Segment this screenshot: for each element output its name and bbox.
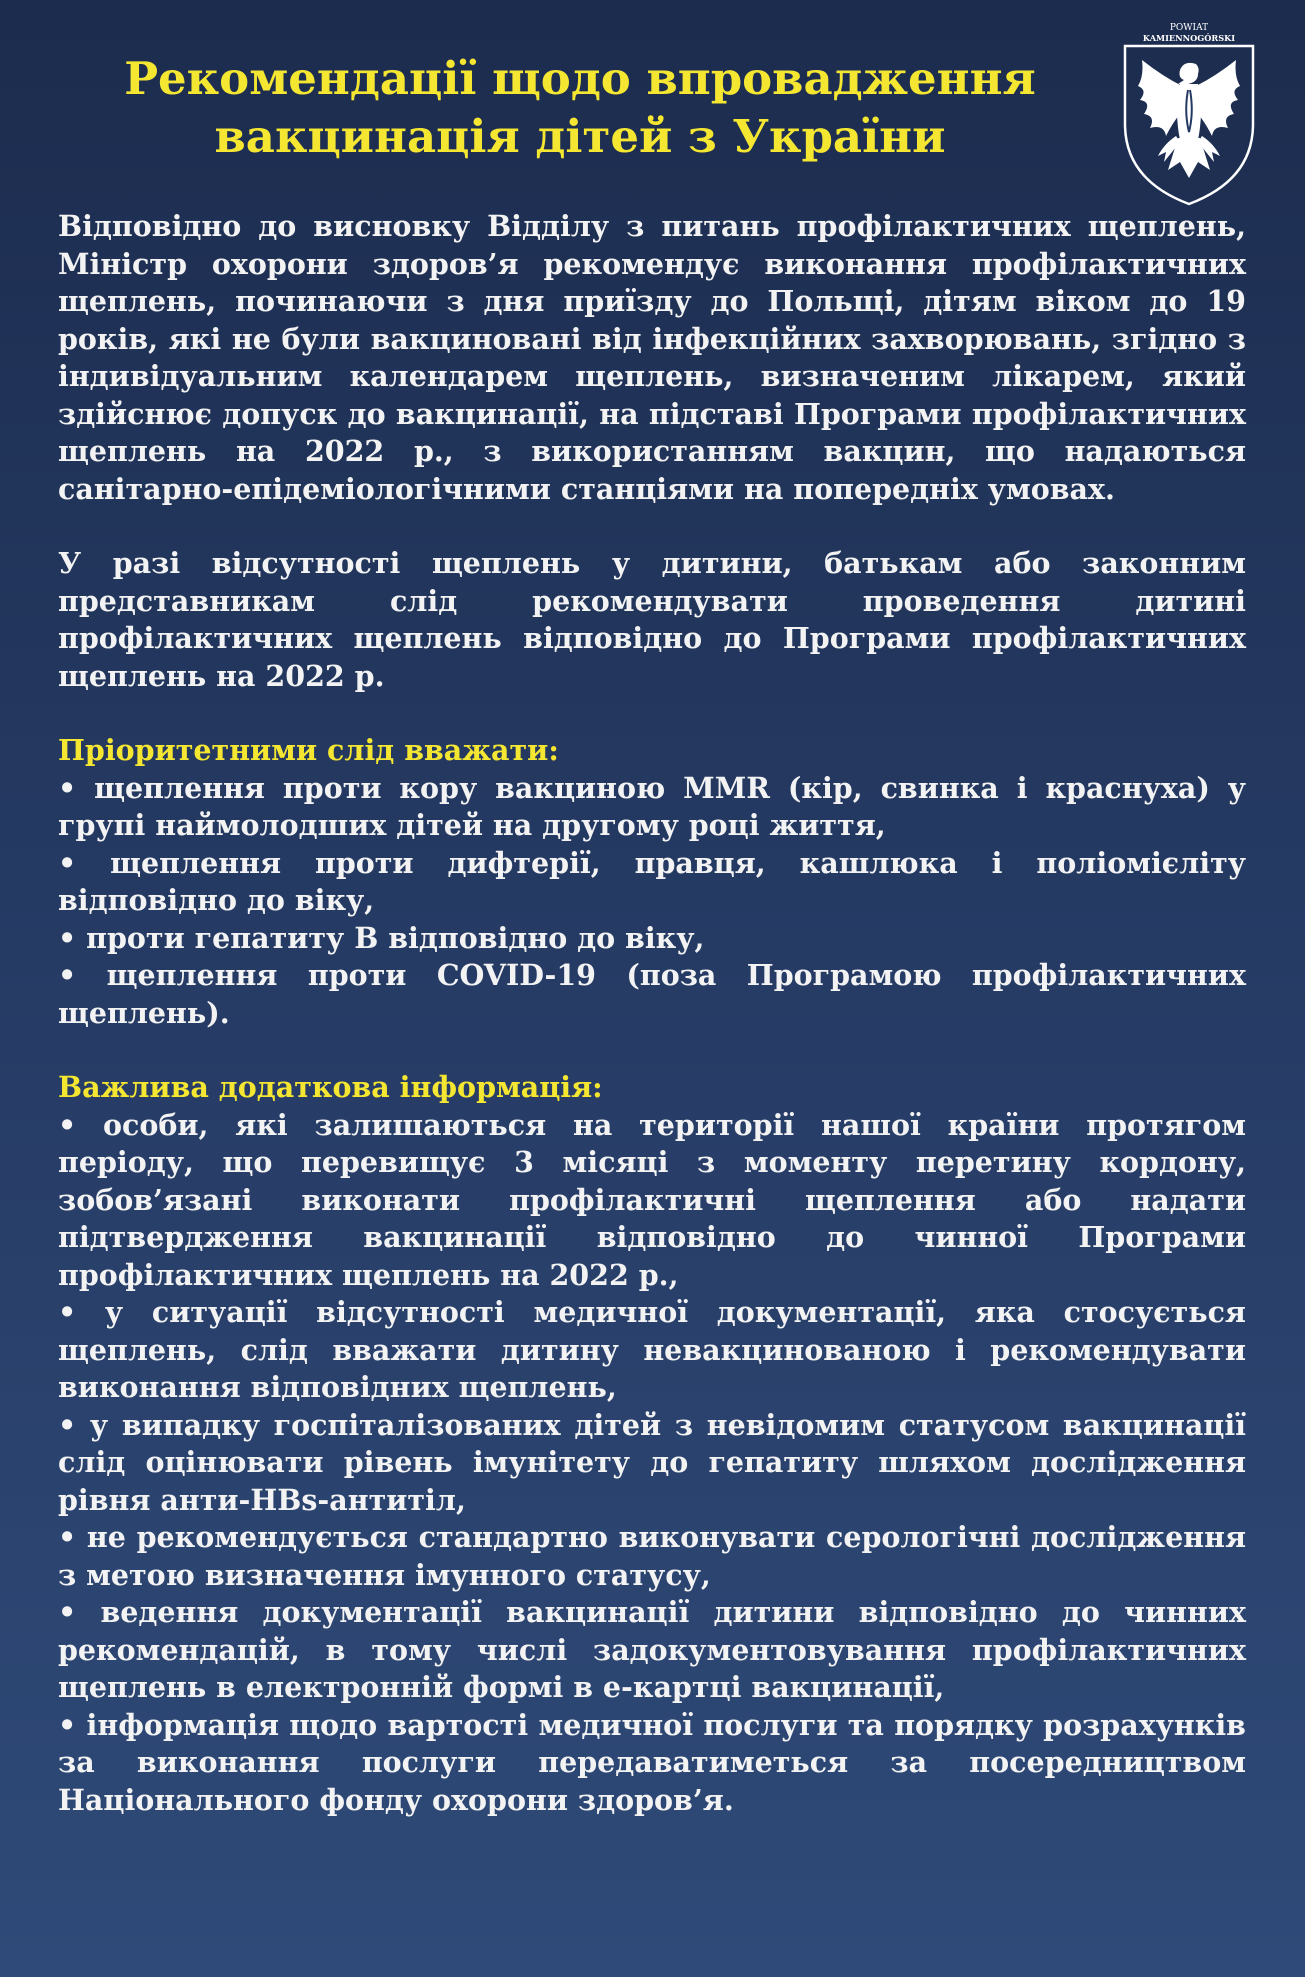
additional-info-item: • у випадку госпіталізованих дітей з невідомим статусом вакцинації слід оцінювати рівень імунітету до гепатиту шляхом дослідження рівня анти-HBs-антитіл, — [58, 1407, 1246, 1517]
priority-heading: Пріоритетними слід вважати: — [58, 733, 559, 767]
priority-item: • щеплення проти COVID-19 (поза Програмою профілактичних щеплень). — [58, 958, 1246, 1030]
eagle-crest-icon — [1118, 20, 1260, 206]
additional-info-heading: Важлива додаткова інформація: — [58, 1070, 603, 1104]
additional-info-item: • особи, які залишаються на території нашої країни протягом періоду, що перевищує 3 місяці з моменту перетину кордону, зобов’язані виконати профілактичні щеплення або надати підтвердження вакцинації відповідно до чинної Програми профілактичних щеплень на 2022 р., — [58, 1107, 1246, 1292]
title-line-2: вакцинація дітей з України — [214, 110, 946, 163]
svg-text:POWIAT: POWIAT — [1169, 23, 1209, 33]
additional-info-item: • у ситуації відсутності медичної документації, яка стосується щеплень, слід вважати дитину невакцинованою і рекомендувати виконання відповідних щеплень, — [58, 1295, 1246, 1404]
additional-info-item: • інформація щодо вартості медичної послуги та порядку розрахунків за виконання послуги передаватиметься за посередництвом Національного фонду охорони здоров’я. — [58, 1707, 1246, 1817]
intro-paragraph: Відповідно до висновку Відділу з питань профілактичних щеплень, Міністр охорони здоров’я рекомендує виконання профілактичних щеплень, починаючи з дня приїзду до Польщі, дітям віком до 19 років, які не були вакциновані від інфекційних захворювань, згідно з індивідуальним календарем щеплень, визначеним лікарем, який здійснює допуск до вакцинації, на підставі Програми профілактичних щеплень на 2022 р., з використанням вакцин, що надаються санітарно-епідеміологічними станціями на попередніх умовах. — [58, 209, 1246, 506]
title-line-1: Рекомендації щодо впровадження — [124, 52, 1036, 105]
priority-item: • проти гепатиту B відповідно до віку, — [58, 920, 705, 955]
parents-paragraph: У разі відсутності щеплень у дитини, батькам або законним представникам слід рекомендувати проведення дитині профілактичних щеплень відповідно до Програми профілактичних щеплень на 2022 р. — [58, 546, 1246, 693]
priority-item: • щеплення проти дифтерії, правця, кашлюка і поліомієліту відповідно до віку, — [58, 845, 1246, 917]
additional-info-item: • ведення документації вакцинації дитини відповідно до чинних рекомендацій, в тому числі задокументовування профілактичних щеплень в електронній формі в е-картці вакцинації, — [58, 1595, 1246, 1704]
additional-info-item: • не рекомендується стандартно виконувати серологічні дослідження з метою визначення імунного статусу, — [58, 1520, 1246, 1592]
powiat-logo — [1118, 20, 1260, 206]
priority-item: • щеплення проти кору вакциною MMR (кір, свинка і краснуха) у групі наймолодших дітей на другому році життя, — [58, 770, 1246, 842]
poster-title — [60, 50, 1100, 166]
svg-text:KAMIENNOGÓRSKI: KAMIENNOGÓRSKI — [1142, 33, 1236, 43]
poster-body — [58, 208, 1246, 1819]
